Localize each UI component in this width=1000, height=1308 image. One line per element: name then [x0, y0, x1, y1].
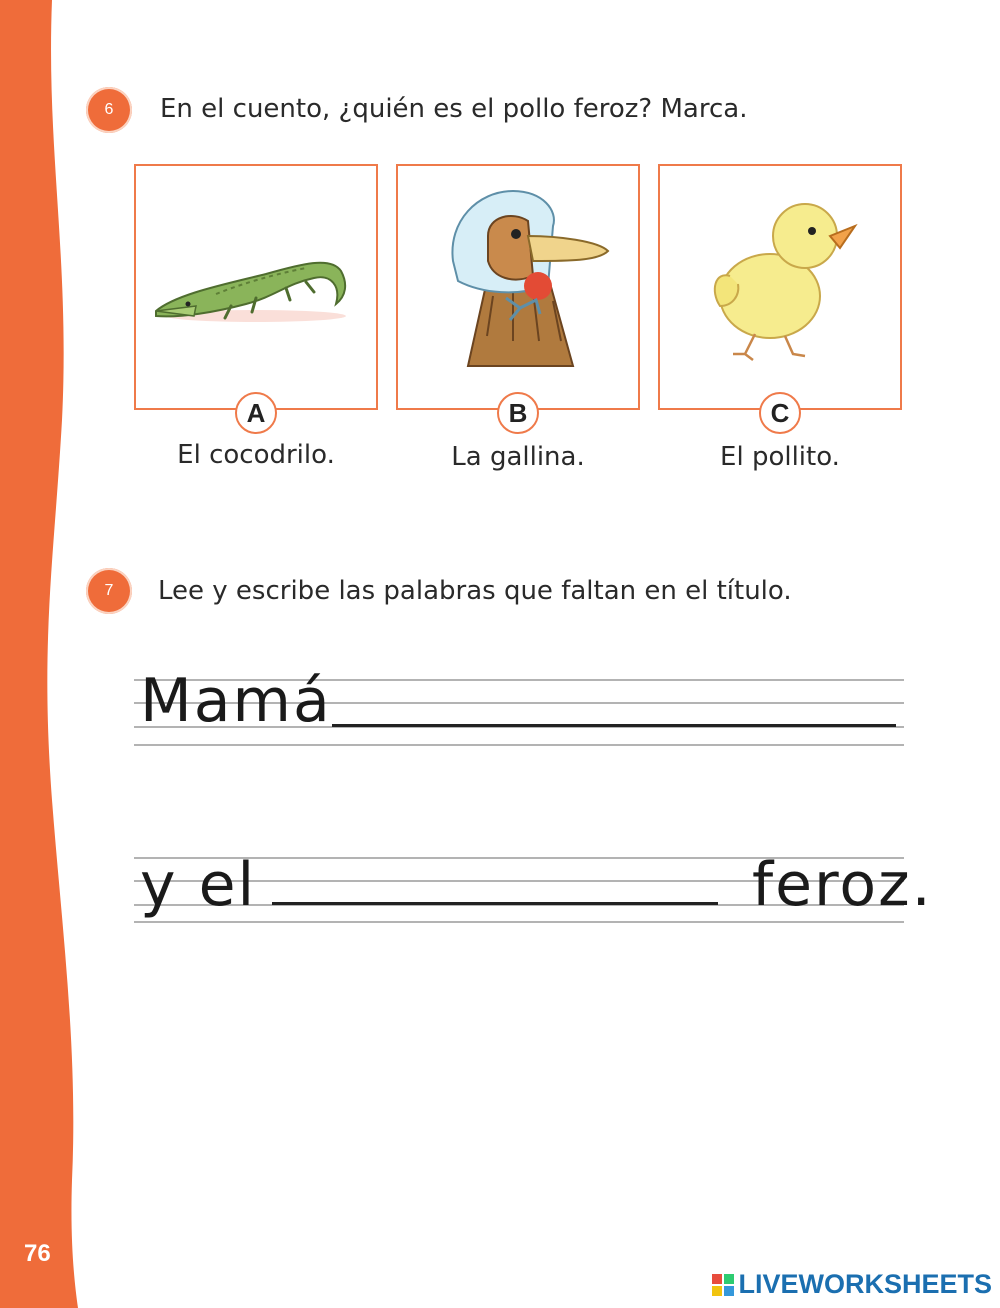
- answer-blank-1[interactable]: [332, 724, 896, 727]
- option-caption-a: El cocodrilo.: [177, 440, 335, 470]
- title-words-y-el: y el: [140, 850, 257, 920]
- option-caption-c: El pollito.: [720, 442, 840, 472]
- option-letter-c: C: [759, 392, 801, 434]
- question-6-prompt: En el cuento, ¿quién es el pollo feroz? Marca.: [160, 94, 748, 124]
- page-number: 76: [24, 1240, 51, 1267]
- option-caption-b: La gallina.: [451, 442, 585, 472]
- brand-name: LIVEWORKSHEETS: [738, 1269, 992, 1299]
- liveworksheets-icon: [712, 1274, 734, 1296]
- title-word-feroz: feroz.: [752, 850, 933, 920]
- liveworksheets-logo: [712, 1269, 992, 1300]
- answer-blank-2[interactable]: [272, 902, 718, 905]
- question-7-prompt: Lee y escribe las palabras que faltan en el título.: [158, 576, 792, 606]
- title-word-mama: Mamá: [140, 666, 332, 736]
- question-6-badge: 6: [86, 87, 132, 133]
- question-7-badge: 7: [86, 568, 132, 614]
- option-letter-a: A: [235, 392, 277, 434]
- option-letter-b: B: [497, 392, 539, 434]
